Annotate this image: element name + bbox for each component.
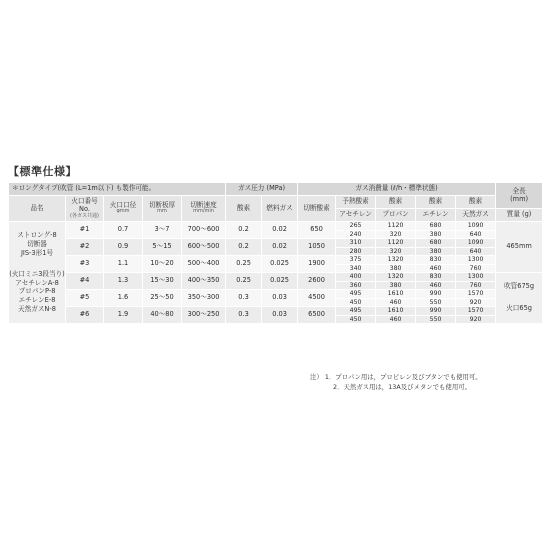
ethylene-header: エチレン [416, 209, 456, 222]
tip-no-cell: #1 [66, 222, 104, 239]
spec-table [8, 182, 543, 324]
ethylene-cell: 990 550 [416, 307, 456, 324]
footnotes [310, 373, 482, 393]
natural-gas-cell: 1090 640 [456, 239, 496, 256]
ethylene-cell: 830 460 [416, 256, 456, 273]
product-name-header: 品名 [9, 196, 66, 222]
fuel-pressure-cell: 0.03 [262, 290, 298, 307]
cutting-oxygen-cell: 6500 [298, 307, 336, 324]
oxygen-pressure-cell: 0.25 [226, 273, 262, 290]
tip-no-cell: #3 [66, 256, 104, 273]
speed-cell: 700〜600 [182, 222, 226, 239]
ethylene-cell: 830 460 [416, 273, 456, 290]
gas-pressure-header: ガス圧力 (MPa) [226, 183, 298, 196]
ethylene-cell: 680 380 [416, 239, 456, 256]
tip-number-header: 火口番号 No. (各ガス共通) [66, 196, 104, 222]
footnote-2: 2．天然ガス用は，13A及びメタンでも使用可。 [333, 382, 471, 391]
diameter-cell: 1.9 [104, 307, 143, 324]
thickness-cell: 25〜50 [143, 290, 182, 307]
weight-blowpipe: 吹管675g [504, 282, 535, 291]
fuel-pressure-cell: 0.02 [262, 222, 298, 239]
weight-header: 質量 (g) [496, 209, 543, 222]
fuel-gas-pressure-header: 燃料ガス [262, 196, 298, 222]
speed-cell: 500〜400 [182, 256, 226, 273]
fuel-pressure-cell: 0.025 [262, 256, 298, 273]
tip-no-cell: #2 [66, 239, 104, 256]
preheat-cell: 495 450 [336, 290, 376, 307]
acetylene-header: アセチレン [336, 209, 376, 222]
cut-thickness-header: 切断板厚 mm [143, 196, 182, 222]
fuel-pressure-cell: 0.025 [262, 273, 298, 290]
weight-tip: 火口65g [506, 304, 532, 312]
page-title: 【標準仕様】 [8, 165, 77, 178]
ethylene-cell: 990 550 [416, 290, 456, 307]
oxygen-pressure-cell: 0.3 [226, 307, 262, 324]
thickness-cell: 3〜7 [143, 222, 182, 239]
cutting-oxygen-cell: 2600 [298, 273, 336, 290]
fuel-pressure-cell: 0.02 [262, 239, 298, 256]
propane-cell: 1320 380 [376, 256, 416, 273]
natural-gas-cell: 1570 920 [456, 290, 496, 307]
product-name-cell: ストロング-8 切断器 JIS-3形1号 (火口ミニ3段当り) アセチレンA-8 プロパンP-8 エチレンE-8 天然ガスN-8 [9, 222, 66, 324]
oxygen-pressure-cell: 0.3 [226, 290, 262, 307]
oxygen-pressure-cell: 0.25 [226, 256, 262, 273]
preheat-cell: 495 450 [336, 307, 376, 324]
oxygen-consumption-header-2: 酸素 [416, 196, 456, 209]
natural-gas-cell: 1570 920 [456, 307, 496, 324]
thickness-cell: 15〜30 [143, 273, 182, 290]
diameter-cell: 1.3 [104, 273, 143, 290]
speed-cell: 300〜250 [182, 307, 226, 324]
propane-cell: 1120 320 [376, 222, 416, 239]
thickness-cell: 5〜15 [143, 239, 182, 256]
total-length-header: 全長 (mm) [496, 183, 543, 209]
natural-gas-header: 天然ガス [456, 209, 496, 222]
cutting-oxygen-cell: 1050 [298, 239, 336, 256]
weight-cell [496, 273, 543, 324]
oxygen-pressure-header: 酸素 [226, 196, 262, 222]
cutting-oxygen-header: 切断酸素 [298, 196, 336, 222]
oxygen-pressure-cell: 0.2 [226, 222, 262, 239]
diameter-cell: 1.6 [104, 290, 143, 307]
tip-diameter-header: 火口口径 φmm [104, 196, 143, 222]
speed-cell: 350〜300 [182, 290, 226, 307]
cutting-oxygen-cell: 1900 [298, 256, 336, 273]
natural-gas-cell: 1300 760 [456, 256, 496, 273]
long-type-note: ＊ロングタイプ(吹管 (L=1m以下) も製作可能。 [9, 183, 226, 196]
speed-cell: 400〜350 [182, 273, 226, 290]
cutting-oxygen-cell: 4500 [298, 290, 336, 307]
preheat-cell: 375 340 [336, 256, 376, 273]
natural-gas-cell: 1090 640 [456, 222, 496, 239]
propane-cell: 1610 460 [376, 290, 416, 307]
diameter-cell: 0.9 [104, 239, 143, 256]
ethylene-cell: 680 380 [416, 222, 456, 239]
propane-cell: 1610 460 [376, 307, 416, 324]
oxygen-pressure-cell: 0.2 [226, 239, 262, 256]
preheat-cell: 310 280 [336, 239, 376, 256]
fuel-pressure-cell: 0.03 [262, 307, 298, 324]
natural-gas-cell: 1300 760 [456, 273, 496, 290]
cut-speed-header: 切断速度 mm/min [182, 196, 226, 222]
footnote-1: 注） 1．プロパン用は，プロピレン及びブタンでも使用可。 [310, 373, 482, 381]
oxygen-consumption-header: 酸素 [376, 196, 416, 209]
diameter-cell: 0.7 [104, 222, 143, 239]
thickness-cell: 10〜20 [143, 256, 182, 273]
preheat-cell: 400 360 [336, 273, 376, 290]
tip-no-cell: #4 [66, 273, 104, 290]
gas-consumption-header: ガス消費量 (ℓ/h・標準状態) [298, 183, 496, 196]
preheat-oxygen-header: 予熱酸素 [336, 196, 376, 209]
cutting-oxygen-cell: 650 [298, 222, 336, 239]
speed-cell: 600〜500 [182, 239, 226, 256]
tip-no-cell: #6 [66, 307, 104, 324]
propane-cell: 1120 320 [376, 239, 416, 256]
total-length-cell: 465mm [496, 222, 543, 273]
tip-no-cell: #5 [66, 290, 104, 307]
diameter-cell: 1.1 [104, 256, 143, 273]
thickness-cell: 40〜80 [143, 307, 182, 324]
preheat-cell: 265 240 [336, 222, 376, 239]
propane-header: プロパン [376, 209, 416, 222]
oxygen-consumption-header-3: 酸素 [456, 196, 496, 209]
propane-cell: 1320 380 [376, 273, 416, 290]
